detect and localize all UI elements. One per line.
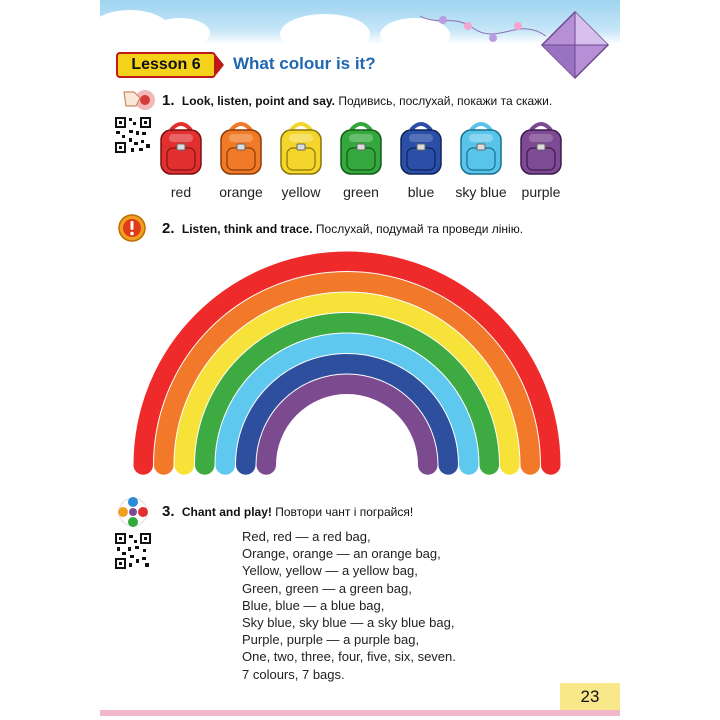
backpack-icon <box>275 120 327 178</box>
chant-line: Red, red — a red bag, <box>242 529 371 544</box>
bag-label: yellow <box>281 184 321 200</box>
bag-label: blue <box>407 184 435 200</box>
task-2-heading <box>162 220 523 237</box>
task-title: Listen, think and trace. <box>181 222 313 236</box>
bag-label: sky blue <box>455 184 507 200</box>
task-subtitle: Повтори чант і пограйся! <box>275 505 414 519</box>
page-number: 23 <box>560 683 620 710</box>
backpack-yellow[interactable] <box>275 120 327 183</box>
backpack-green[interactable] <box>335 120 387 183</box>
textbook-page <box>100 0 620 720</box>
task-title: Chant and play! <box>181 505 272 519</box>
rainbow-trace[interactable] <box>122 243 572 483</box>
point-hand-icon <box>120 84 156 114</box>
chant-line: Yellow, yellow — a yellow bag, <box>242 563 418 579</box>
lesson-title: What colour is it? <box>233 54 376 73</box>
chant-line: Green, green — a green bag, <box>242 580 412 596</box>
kite-icon <box>540 10 610 80</box>
backpack-icon <box>395 120 447 178</box>
bag-label: orange <box>219 184 263 200</box>
bag-label: purple <box>521 184 561 200</box>
game-play-icon <box>117 496 149 528</box>
bag-label: green <box>343 184 379 200</box>
backpack-orange[interactable] <box>215 120 267 183</box>
task-1-heading <box>162 92 552 109</box>
cloud <box>280 14 370 54</box>
task-subtitle: Послухай, подумай та проведи лінію. <box>315 222 524 236</box>
chant-line: Sky blue, sky blue — a sky blue bag, <box>242 615 455 631</box>
kite-tail-icon <box>418 6 548 50</box>
backpack-icon <box>455 120 507 178</box>
backpack-icon <box>215 120 267 178</box>
chant-line: Blue, blue — a blue bag, <box>242 597 385 613</box>
backpack-blue[interactable] <box>395 120 447 183</box>
backpack-red[interactable] <box>155 120 207 183</box>
backpack-sky-blue[interactable] <box>455 120 507 183</box>
task-number: 2. <box>162 220 175 237</box>
task-3-heading <box>162 503 413 520</box>
chant-lyrics <box>242 528 456 683</box>
chant-line: Purple, purple — a purple bag, <box>242 632 420 648</box>
bag-label: red <box>170 184 192 200</box>
qr-code-icon[interactable] <box>114 532 152 570</box>
chant-line: One, two, three, four, five, six, seven. <box>242 649 456 665</box>
chant-line: Orange, orange — an orange bag, <box>242 546 441 562</box>
cloud <box>150 18 210 48</box>
backpack-icon <box>155 120 207 178</box>
backpack-purple[interactable] <box>515 120 567 183</box>
qr-code-icon[interactable] <box>114 116 152 154</box>
lesson-arrow-icon <box>216 55 224 75</box>
footer-bar <box>100 710 620 716</box>
lesson-badge: Lesson 6 <box>116 52 216 78</box>
task-title: Look, listen, point and say. <box>181 94 335 108</box>
exclamation-icon <box>118 214 146 242</box>
backpack-row <box>155 120 575 210</box>
backpack-icon <box>515 120 567 178</box>
chant-line: 7 colours, 7 bags. <box>242 666 345 682</box>
backpack-icon <box>335 120 387 178</box>
task-number: 3. <box>162 503 175 520</box>
task-number: 1. <box>162 92 175 109</box>
rainbow-band[interactable] <box>266 384 428 465</box>
task-subtitle: Подивись, послухай, покажи та скажи. <box>338 94 553 108</box>
